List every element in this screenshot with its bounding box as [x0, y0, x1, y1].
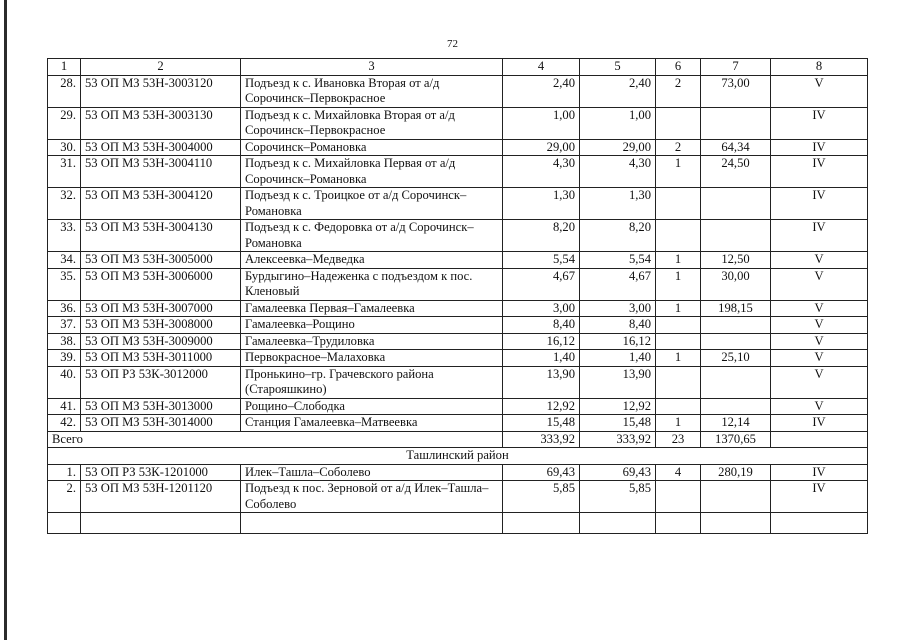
col-header-7: 7 — [701, 59, 771, 76]
table-body-summary — [48, 431, 868, 464]
table-row — [48, 220, 868, 252]
road-name: Подъезд к с. Федоровка от а/д Сорочинск–Романовка — [241, 220, 503, 252]
road-name: Подъезд к с. Троицкое от а/д Сорочинск–Романовка — [241, 188, 503, 220]
table-row — [48, 366, 868, 398]
road-category: IV — [771, 464, 868, 481]
table-row — [48, 156, 868, 188]
bridge-length — [701, 398, 771, 415]
road-code: 53 ОП МЗ 53Н-3003130 — [81, 107, 241, 139]
road-category: V — [771, 300, 868, 317]
roads-table — [47, 58, 868, 534]
road-code: 53 ОП МЗ 53Н-3004110 — [81, 156, 241, 188]
road-category: IV — [771, 156, 868, 188]
length-total: 29,00 — [503, 139, 580, 156]
total-label: Всего — [48, 431, 503, 448]
scan-margin-line — [4, 0, 7, 640]
blank-cell — [241, 513, 503, 534]
blank-cell — [656, 513, 701, 534]
total-row — [48, 431, 868, 448]
table-row — [48, 139, 868, 156]
bridge-length — [701, 317, 771, 334]
bridge-length — [701, 188, 771, 220]
road-code: 53 ОП РЗ 53К-1201000 — [81, 464, 241, 481]
row-number: 41. — [48, 398, 81, 415]
road-name: Гамалеевка–Рощино — [241, 317, 503, 334]
length-total: 1,00 — [503, 107, 580, 139]
length-paved: 1,00 — [580, 107, 656, 139]
bridge-length — [701, 220, 771, 252]
road-category: V — [771, 333, 868, 350]
road-code: 53 ОП МЗ 53Н-3004120 — [81, 188, 241, 220]
bridge-length: 12,14 — [701, 415, 771, 432]
road-name: Пронькино–гр. Грачевского района (Старояшкино) — [241, 366, 503, 398]
road-category: V — [771, 252, 868, 269]
total-c8 — [771, 431, 868, 448]
bridge-count: 4 — [656, 464, 701, 481]
road-category: V — [771, 268, 868, 300]
road-category: V — [771, 75, 868, 107]
district-title: Ташлинский район — [48, 448, 868, 465]
length-paved: 1,40 — [580, 350, 656, 367]
header-row — [48, 59, 868, 76]
road-code: 53 ОП МЗ 53Н-1201120 — [81, 481, 241, 513]
road-code: 53 ОП МЗ 53Н-3003120 — [81, 75, 241, 107]
row-number: 42. — [48, 415, 81, 432]
length-total: 1,30 — [503, 188, 580, 220]
length-paved: 8,20 — [580, 220, 656, 252]
row-number: 40. — [48, 366, 81, 398]
length-total: 4,30 — [503, 156, 580, 188]
length-paved: 4,30 — [580, 156, 656, 188]
road-code: 53 ОП МЗ 53Н-3005000 — [81, 252, 241, 269]
bridge-count: 2 — [656, 139, 701, 156]
road-code: 53 ОП МЗ 53Н-3004130 — [81, 220, 241, 252]
table-body-district — [48, 464, 868, 513]
bridge-count: 2 — [656, 75, 701, 107]
road-code: 53 ОП МЗ 53Н-3014000 — [81, 415, 241, 432]
total-c7: 1370,65 — [701, 431, 771, 448]
bridge-count — [656, 107, 701, 139]
table-row — [48, 75, 868, 107]
road-category: V — [771, 366, 868, 398]
col-header-3: 3 — [241, 59, 503, 76]
row-number: 38. — [48, 333, 81, 350]
road-category: IV — [771, 107, 868, 139]
table-row — [48, 333, 868, 350]
length-paved: 69,43 — [580, 464, 656, 481]
length-paved: 5,54 — [580, 252, 656, 269]
col-header-1: 1 — [48, 59, 81, 76]
row-number: 28. — [48, 75, 81, 107]
length-total: 2,40 — [503, 75, 580, 107]
blank-row — [48, 513, 868, 534]
road-category: V — [771, 398, 868, 415]
length-total: 13,90 — [503, 366, 580, 398]
bridge-count — [656, 188, 701, 220]
road-name: Первокрасное–Малаховка — [241, 350, 503, 367]
length-total: 5,85 — [503, 481, 580, 513]
road-code: 53 ОП МЗ 53Н-3004000 — [81, 139, 241, 156]
table-row — [48, 464, 868, 481]
length-paved: 12,92 — [580, 398, 656, 415]
row-number: 2. — [48, 481, 81, 513]
road-name: Бурдыгино–Надеженка с подъездом к пос. Кленовый — [241, 268, 503, 300]
total-c4: 333,92 — [503, 431, 580, 448]
table-row — [48, 252, 868, 269]
district-row — [48, 448, 868, 465]
table-row — [48, 350, 868, 367]
table-body-blank — [48, 513, 868, 534]
road-code: 53 ОП МЗ 53Н-3011000 — [81, 350, 241, 367]
table-row — [48, 481, 868, 513]
bridge-length: 280,19 — [701, 464, 771, 481]
col-header-5: 5 — [580, 59, 656, 76]
table-row — [48, 415, 868, 432]
road-name: Гамалеевка–Трудиловка — [241, 333, 503, 350]
table-row — [48, 107, 868, 139]
road-category: IV — [771, 220, 868, 252]
length-total: 16,12 — [503, 333, 580, 350]
bridge-count: 1 — [656, 156, 701, 188]
col-header-8: 8 — [771, 59, 868, 76]
length-paved: 8,40 — [580, 317, 656, 334]
road-category: V — [771, 350, 868, 367]
bridge-length — [701, 333, 771, 350]
length-total: 8,20 — [503, 220, 580, 252]
road-name: Подъезд к с. Михайловка Вторая от а/д Сорочинск–Первокрасное — [241, 107, 503, 139]
row-number: 31. — [48, 156, 81, 188]
road-name: Подъезд к с. Ивановка Вторая от а/д Сорочинск–Первокрасное — [241, 75, 503, 107]
total-c6: 23 — [656, 431, 701, 448]
length-total: 1,40 — [503, 350, 580, 367]
length-total: 69,43 — [503, 464, 580, 481]
bridge-length: 25,10 — [701, 350, 771, 367]
length-total: 4,67 — [503, 268, 580, 300]
length-paved: 15,48 — [580, 415, 656, 432]
bridge-count: 1 — [656, 415, 701, 432]
bridge-length: 30,00 — [701, 268, 771, 300]
bridge-count — [656, 220, 701, 252]
blank-cell — [48, 513, 81, 534]
road-category: V — [771, 317, 868, 334]
length-total: 5,54 — [503, 252, 580, 269]
road-code: 53 ОП МЗ 53Н-3007000 — [81, 300, 241, 317]
bridge-length — [701, 366, 771, 398]
bridge-count: 1 — [656, 268, 701, 300]
road-code: 53 ОП РЗ 53К-3012000 — [81, 366, 241, 398]
length-paved: 29,00 — [580, 139, 656, 156]
page-number: 72 — [447, 38, 458, 50]
row-number: 29. — [48, 107, 81, 139]
bridge-length — [701, 107, 771, 139]
col-header-6: 6 — [656, 59, 701, 76]
bridge-length: 12,50 — [701, 252, 771, 269]
table-row — [48, 398, 868, 415]
bridge-length: 24,50 — [701, 156, 771, 188]
row-number: 30. — [48, 139, 81, 156]
road-name: Рощино–Слободка — [241, 398, 503, 415]
table-row — [48, 188, 868, 220]
length-paved: 16,12 — [580, 333, 656, 350]
table-row — [48, 268, 868, 300]
road-category: IV — [771, 139, 868, 156]
bridge-count — [656, 366, 701, 398]
length-paved: 3,00 — [580, 300, 656, 317]
road-name: Станция Гамалеевка–Матвеевка — [241, 415, 503, 432]
road-name: Подъезд к с. Михайловка Первая от а/д Сорочинск–Романовка — [241, 156, 503, 188]
road-name: Алексеевка–Медведка — [241, 252, 503, 269]
table-row — [48, 317, 868, 334]
blank-cell — [701, 513, 771, 534]
row-number: 33. — [48, 220, 81, 252]
road-category: IV — [771, 188, 868, 220]
length-total: 8,40 — [503, 317, 580, 334]
row-number: 32. — [48, 188, 81, 220]
road-name: Илек–Ташла–Соболево — [241, 464, 503, 481]
row-number: 37. — [48, 317, 81, 334]
table-body-main — [48, 75, 868, 431]
row-number: 34. — [48, 252, 81, 269]
bridge-count: 1 — [656, 350, 701, 367]
bridge-length: 64,34 — [701, 139, 771, 156]
road-code: 53 ОП МЗ 53Н-3008000 — [81, 317, 241, 334]
road-name: Гамалеевка Первая–Гамалеевка — [241, 300, 503, 317]
road-code: 53 ОП МЗ 53Н-3013000 — [81, 398, 241, 415]
row-number: 39. — [48, 350, 81, 367]
total-c5: 333,92 — [580, 431, 656, 448]
bridge-count — [656, 333, 701, 350]
road-name: Подъезд к пос. Зерновой от а/д Илек–Ташла–Соболево — [241, 481, 503, 513]
row-number: 35. — [48, 268, 81, 300]
bridge-count: 1 — [656, 300, 701, 317]
col-header-4: 4 — [503, 59, 580, 76]
bridge-count: 1 — [656, 252, 701, 269]
length-total: 3,00 — [503, 300, 580, 317]
length-paved: 13,90 — [580, 366, 656, 398]
length-paved: 1,30 — [580, 188, 656, 220]
bridge-count — [656, 398, 701, 415]
bridge-length: 73,00 — [701, 75, 771, 107]
bridge-length: 198,15 — [701, 300, 771, 317]
bridge-length — [701, 481, 771, 513]
bridge-count — [656, 481, 701, 513]
road-category: IV — [771, 415, 868, 432]
col-header-2: 2 — [81, 59, 241, 76]
length-total: 12,92 — [503, 398, 580, 415]
length-total: 15,48 — [503, 415, 580, 432]
blank-cell — [771, 513, 868, 534]
blank-cell — [81, 513, 241, 534]
blank-cell — [580, 513, 656, 534]
blank-cell — [503, 513, 580, 534]
road-category: IV — [771, 481, 868, 513]
road-code: 53 ОП МЗ 53Н-3009000 — [81, 333, 241, 350]
road-name: Сорочинск–Романовка — [241, 139, 503, 156]
road-code: 53 ОП МЗ 53Н-3006000 — [81, 268, 241, 300]
length-paved: 4,67 — [580, 268, 656, 300]
bridge-count — [656, 317, 701, 334]
length-paved: 5,85 — [580, 481, 656, 513]
row-number: 36. — [48, 300, 81, 317]
table-row — [48, 300, 868, 317]
length-paved: 2,40 — [580, 75, 656, 107]
row-number: 1. — [48, 464, 81, 481]
